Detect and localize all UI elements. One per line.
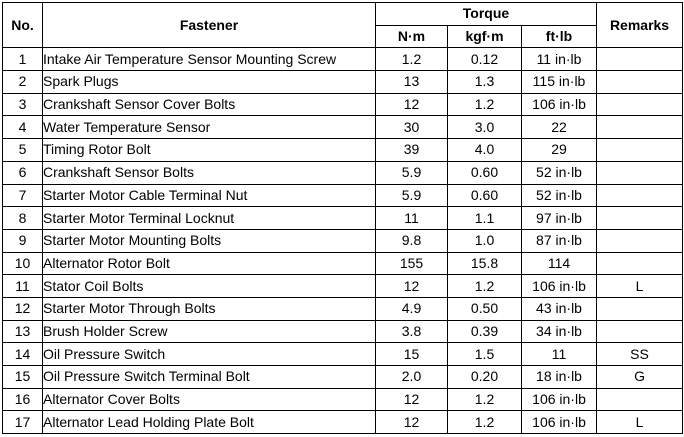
cell-kgfm: 1.2 xyxy=(448,388,522,411)
cell-nm: 5.9 xyxy=(376,184,448,207)
cell-no: 8 xyxy=(3,207,43,230)
cell-kgfm: 1.1 xyxy=(448,207,522,230)
table-row xyxy=(3,343,683,366)
cell-no: 6 xyxy=(3,161,43,184)
cell-nm: 12 xyxy=(376,275,448,298)
cell-remarks xyxy=(597,252,683,275)
header-kgfm: kgf·m xyxy=(448,25,522,48)
cell-remarks xyxy=(597,184,683,207)
cell-ftlb: 114 xyxy=(522,252,597,275)
cell-nm: 9.8 xyxy=(376,229,448,252)
cell-fastener: Alternator Rotor Bolt xyxy=(43,252,376,275)
table-row xyxy=(3,93,683,116)
table-row xyxy=(3,161,683,184)
table-row xyxy=(3,116,683,139)
cell-kgfm: 0.50 xyxy=(448,297,522,320)
cell-ftlb: 43 in·lb xyxy=(522,297,597,320)
cell-remarks xyxy=(597,320,683,343)
table-row xyxy=(3,275,683,298)
header-fastener: Fastener xyxy=(43,3,376,48)
cell-nm: 30 xyxy=(376,116,448,139)
cell-kgfm: 0.60 xyxy=(448,184,522,207)
cell-fastener: Starter Motor Cable Terminal Nut xyxy=(43,184,376,207)
cell-nm: 2.0 xyxy=(376,366,448,389)
cell-no: 4 xyxy=(3,116,43,139)
cell-no: 5 xyxy=(3,139,43,162)
cell-ftlb: 34 in·lb xyxy=(522,320,597,343)
header-no: No. xyxy=(3,3,43,48)
cell-kgfm: 1.0 xyxy=(448,229,522,252)
cell-ftlb: 106 in·lb xyxy=(522,411,597,434)
cell-remarks xyxy=(597,161,683,184)
table-row xyxy=(3,411,683,434)
cell-ftlb: 18 in·lb xyxy=(522,366,597,389)
cell-no: 14 xyxy=(3,343,43,366)
cell-nm: 13 xyxy=(376,71,448,94)
cell-no: 10 xyxy=(3,252,43,275)
cell-no: 16 xyxy=(3,388,43,411)
cell-fastener: Crankshaft Sensor Cover Bolts xyxy=(43,93,376,116)
table-body xyxy=(3,48,683,434)
cell-nm: 1.2 xyxy=(376,48,448,71)
cell-no: 3 xyxy=(3,93,43,116)
cell-fastener: Starter Motor Mounting Bolts xyxy=(43,229,376,252)
header-nm: N·m xyxy=(376,25,448,48)
cell-nm: 3.8 xyxy=(376,320,448,343)
cell-nm: 12 xyxy=(376,411,448,434)
cell-nm: 39 xyxy=(376,139,448,162)
table-header xyxy=(3,3,683,48)
cell-no: 13 xyxy=(3,320,43,343)
table-row xyxy=(3,297,683,320)
cell-remarks xyxy=(597,229,683,252)
cell-fastener: Oil Pressure Switch xyxy=(43,343,376,366)
cell-fastener: Intake Air Temperature Sensor Mounting Screw xyxy=(43,48,376,71)
cell-nm: 11 xyxy=(376,207,448,230)
cell-kgfm: 0.60 xyxy=(448,161,522,184)
cell-kgfm: 1.2 xyxy=(448,411,522,434)
cell-ftlb: 115 in·lb xyxy=(522,71,597,94)
table-row xyxy=(3,71,683,94)
cell-nm: 12 xyxy=(376,93,448,116)
cell-ftlb: 29 xyxy=(522,139,597,162)
table-row xyxy=(3,388,683,411)
cell-remarks xyxy=(597,207,683,230)
cell-ftlb: 106 in·lb xyxy=(522,93,597,116)
cell-ftlb: 52 in·lb xyxy=(522,161,597,184)
cell-no: 7 xyxy=(3,184,43,207)
cell-ftlb: 87 in·lb xyxy=(522,229,597,252)
cell-fastener: Spark Plugs xyxy=(43,71,376,94)
cell-fastener: Crankshaft Sensor Bolts xyxy=(43,161,376,184)
cell-fastener: Timing Rotor Bolt xyxy=(43,139,376,162)
cell-nm: 15 xyxy=(376,343,448,366)
cell-ftlb: 11 xyxy=(522,343,597,366)
cell-fastener: Water Temperature Sensor xyxy=(43,116,376,139)
cell-no: 2 xyxy=(3,71,43,94)
cell-kgfm: 1.3 xyxy=(448,71,522,94)
table-row xyxy=(3,48,683,71)
cell-fastener: Starter Motor Terminal Locknut xyxy=(43,207,376,230)
cell-fastener: Oil Pressure Switch Terminal Bolt xyxy=(43,366,376,389)
cell-remarks xyxy=(597,139,683,162)
table-row xyxy=(3,366,683,389)
cell-kgfm: 1.2 xyxy=(448,93,522,116)
cell-remarks xyxy=(597,116,683,139)
header-remarks: Remarks xyxy=(597,3,683,48)
cell-nm: 5.9 xyxy=(376,161,448,184)
cell-remarks xyxy=(597,71,683,94)
cell-remarks: SS xyxy=(597,343,683,366)
cell-ftlb: 22 xyxy=(522,116,597,139)
cell-remarks: G xyxy=(597,366,683,389)
cell-no: 1 xyxy=(3,48,43,71)
table-row xyxy=(3,320,683,343)
cell-ftlb: 106 in·lb xyxy=(522,388,597,411)
cell-kgfm: 3.0 xyxy=(448,116,522,139)
header-ftlb: ft·lb xyxy=(522,25,597,48)
table-row xyxy=(3,252,683,275)
cell-remarks xyxy=(597,388,683,411)
cell-no: 12 xyxy=(3,297,43,320)
cell-remarks xyxy=(597,48,683,71)
cell-remarks xyxy=(597,93,683,116)
table-row xyxy=(3,139,683,162)
cell-kgfm: 1.5 xyxy=(448,343,522,366)
table-row xyxy=(3,184,683,207)
table-row xyxy=(3,229,683,252)
cell-nm: 155 xyxy=(376,252,448,275)
cell-kgfm: 0.20 xyxy=(448,366,522,389)
cell-kgfm: 1.2 xyxy=(448,275,522,298)
cell-remarks: L xyxy=(597,411,683,434)
cell-ftlb: 106 in·lb xyxy=(522,275,597,298)
header-torque: Torque xyxy=(376,3,597,26)
cell-no: 17 xyxy=(3,411,43,434)
cell-fastener: Stator Coil Bolts xyxy=(43,275,376,298)
cell-no: 15 xyxy=(3,366,43,389)
cell-kgfm: 4.0 xyxy=(448,139,522,162)
cell-fastener: Starter Motor Through Bolts xyxy=(43,297,376,320)
cell-fastener: Alternator Cover Bolts xyxy=(43,388,376,411)
cell-fastener: Brush Holder Screw xyxy=(43,320,376,343)
cell-ftlb: 97 in·lb xyxy=(522,207,597,230)
header-row-top xyxy=(3,3,683,26)
cell-no: 9 xyxy=(3,229,43,252)
cell-kgfm: 15.8 xyxy=(448,252,522,275)
table-row xyxy=(3,207,683,230)
cell-nm: 12 xyxy=(376,388,448,411)
cell-remarks xyxy=(597,297,683,320)
cell-kgfm: 0.12 xyxy=(448,48,522,71)
cell-fastener: Alternator Lead Holding Plate Bolt xyxy=(43,411,376,434)
cell-remarks: L xyxy=(597,275,683,298)
cell-ftlb: 11 in·lb xyxy=(522,48,597,71)
cell-kgfm: 0.39 xyxy=(448,320,522,343)
torque-table xyxy=(2,2,683,434)
cell-no: 11 xyxy=(3,275,43,298)
cell-nm: 4.9 xyxy=(376,297,448,320)
cell-ftlb: 52 in·lb xyxy=(522,184,597,207)
